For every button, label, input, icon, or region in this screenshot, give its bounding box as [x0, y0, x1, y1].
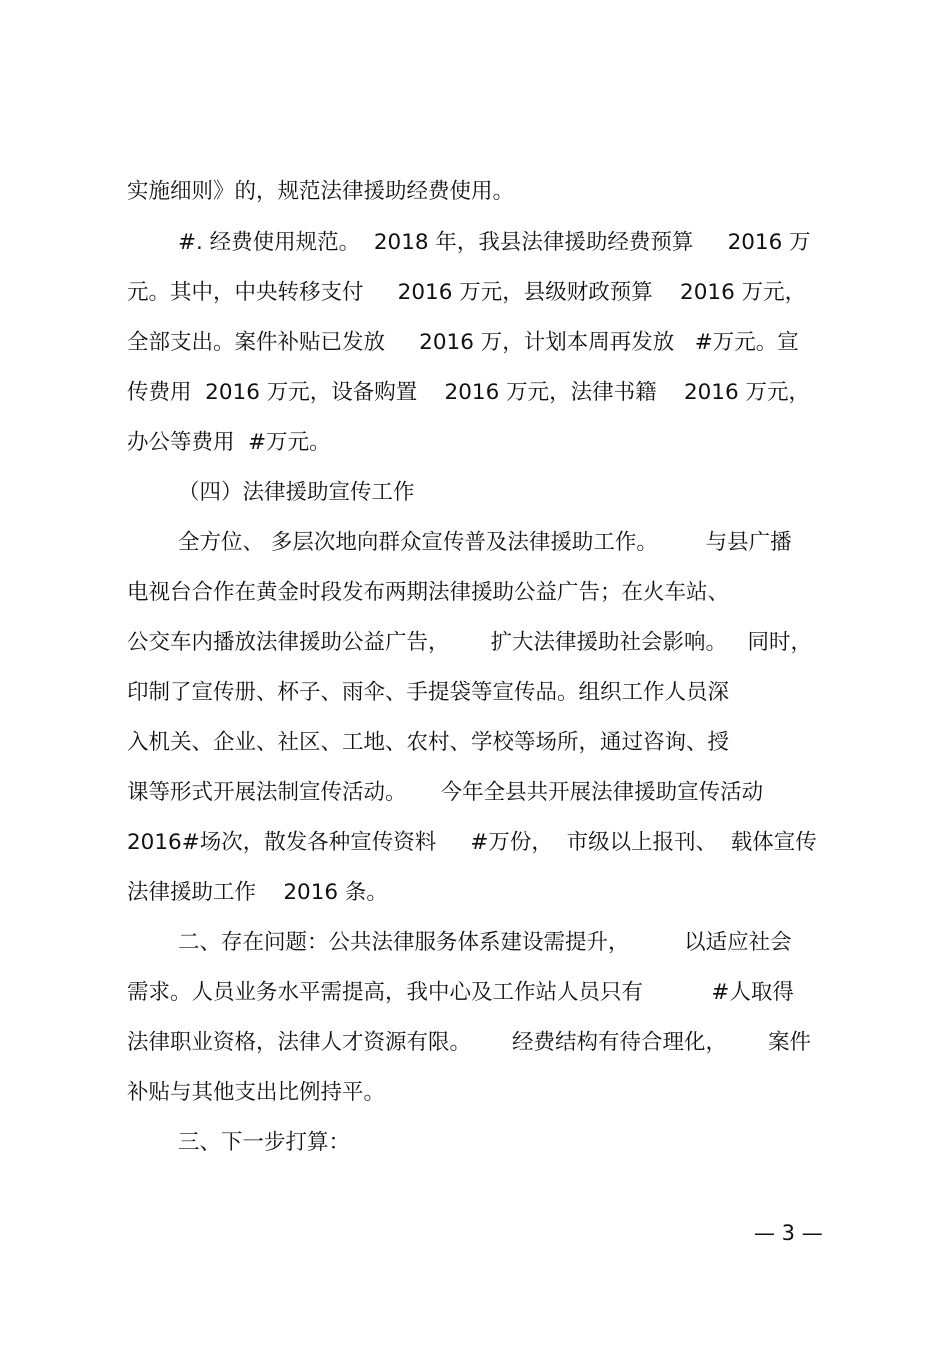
section-heading: 三、下一步打算：	[178, 1130, 351, 1155]
paragraph-line: 全方位、 多层次地向群众宣传普及法律援助工作。 与县广播	[178, 530, 792, 555]
paragraph-line: 2016#场次，散发各种宣传资料 #万份， 市级以上报刊、 载体宣传	[127, 830, 817, 855]
paragraph-line: 补贴与其他支出比例持平。	[127, 1080, 386, 1105]
page-number: — 3 —	[754, 1221, 823, 1245]
paragraph-line: 课等形式开展法制宣传活动。 今年全县共开展法律援助宣传活动	[127, 780, 764, 805]
paragraph-line: 实施细则》的，规范法律援助经费使用。	[127, 179, 515, 204]
paragraph-line: 印制了宣传册、杯子、雨伞、手提袋等宣传品。组织工作人员深	[127, 680, 730, 705]
paragraph-line: 全部支出。案件补贴已发放 2016 万，计划本周再发放 #万元。宣	[127, 330, 799, 355]
paragraph-line: 公交车内播放法律援助公益广告， 扩大法律援助社会影响。 同时，	[127, 630, 813, 655]
section-heading: 二、存在问题：公共法律服务体系建设需提升， 以适应社会	[178, 930, 792, 955]
paragraph-line: 入机关、企业、社区、工地、农村、学校等场所，通过咨询、授	[127, 730, 730, 755]
paragraph-line: 元。其中，中央转移支付 2016 万元，县级财政预算 2016 万元，	[127, 280, 807, 305]
paragraph-line: 需求。人员业务水平需提高，我中心及工作站人员只有 #人取得	[127, 980, 794, 1005]
paragraph-line: 电视台合作在黄金时段发布两期法律援助公益广告；在火车站、	[127, 580, 730, 605]
paragraph-line: 法律职业资格，法律人才资源有限。 经费结构有待合理化， 案件	[127, 1030, 812, 1055]
paragraph-line: #. 经费使用规范。 2018 年，我县法律援助经费预算 2016 万	[178, 230, 811, 255]
paragraph-line: 法律援助工作 2016 条。	[127, 880, 388, 905]
section-heading: （四）法律援助宣传工作	[178, 480, 415, 505]
paragraph-line: 传费用 2016 万元，设备购置 2016 万元，法律书籍 2016 万元，	[127, 380, 810, 405]
paragraph-line: 办公等费用 #万元。	[127, 430, 331, 455]
